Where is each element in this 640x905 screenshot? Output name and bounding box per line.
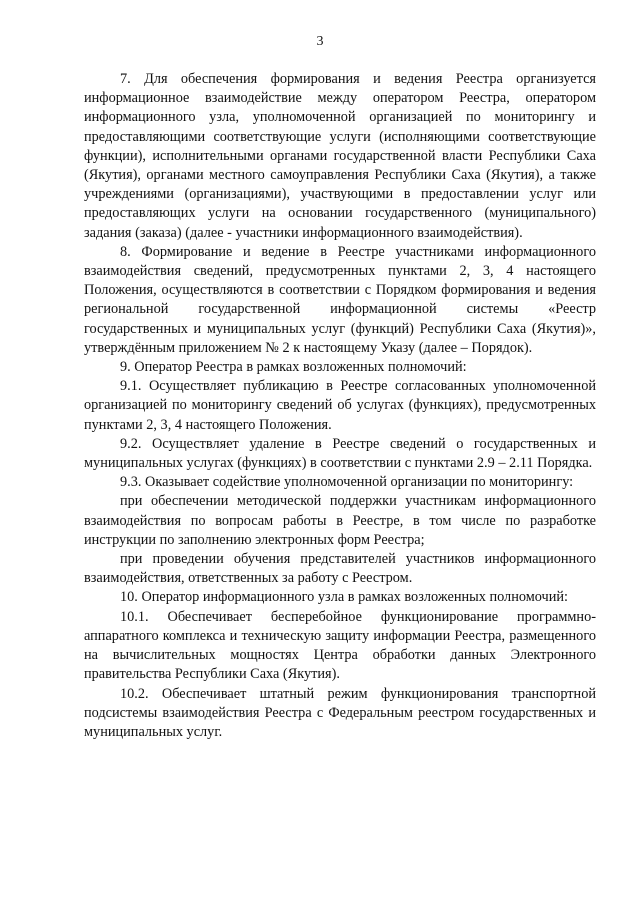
paragraph-8: 8. Формирование и ведение в Реестре участниками информационного взаимодействия сведений, предусмотренных пунктами 2, 3, 4 настоящего Положения, осуществляются в соответствии с Порядком формирования и ведения региональной государственной информационной системы «Реестр государственных и муниципальных услуг (функций) Республики Саха (Якутия)», утверждённым приложением № 2 к настоящему Указу (далее – Порядок).	[84, 243, 596, 356]
document-body	[84, 70, 596, 742]
paragraph-9: 9. Оператор Реестра в рамках возложенных полномочий:	[120, 359, 467, 376]
paragraph-7: 7. Для обеспечения формирования и ведения Реестра организуется информационное взаимодействие между оператором Реестра, оператором информационного узла, уполномоченной организацией по мониторингу и предоставляющими соответствующие услуги (исполняющими соответствующие функции), исполнительными органами государственной власти Республики Саха (Якутия), органами местного самоуправления Республики Саха (Якутия), а также учреждениями (организациями), участвующими в предоставлении услуг или предоставляющих услуги на основании государственного (муниципального) задания (заказа) (далее - участники информационного взаимодействия).	[84, 71, 596, 241]
paragraph-10-1: 10.1. Обеспечивает бесперебойное функционирование программно-аппаратного комплекса и техническую защиту информации Реестра, размещенного на вычислительных мощностях Центра обработки данных Электронного правительства Республики Саха (Якутия).	[84, 608, 596, 683]
paragraph-9-3-item-1: при обеспечении методической поддержки участникам информационного взаимодействия по вопросам работы в Реестре, в том числе по разработке инструкции по заполнению электронных форм Реестра;	[84, 493, 596, 548]
paragraph-9-1: 9.1. Осуществляет публикацию в Реестре согласованных уполномоченной организацией по мониторингу сведений об услугах (функциях), предусмотренных пунктами 2, 3, 4 настоящего Положения.	[84, 378, 596, 433]
page-number: 3	[316, 34, 324, 49]
paragraph-9-3-item-2: при проведении обучения представителей участников информационного взаимодействия, ответственных за работу с Реестром.	[84, 551, 596, 587]
paragraph-10-2: 10.2. Обеспечивает штатный режим функционирования транспортной подсистемы взаимодействия Реестра с Федеральным реестром государственных и муниципальных услуг.	[84, 685, 596, 740]
paragraph-9-3: 9.3. Оказывает содействие уполномоченной организации по мониторингу:	[120, 474, 574, 491]
paragraph-10: 10. Оператор информационного узла в рамках возложенных полномочий:	[120, 589, 569, 606]
paragraph-9-2: 9.2. Осуществляет удаление в Реестре сведений о государственных и муниципальных услугах (функциях) в соответствии с пунктами 2.9 – 2.11 Порядка.	[84, 435, 596, 472]
